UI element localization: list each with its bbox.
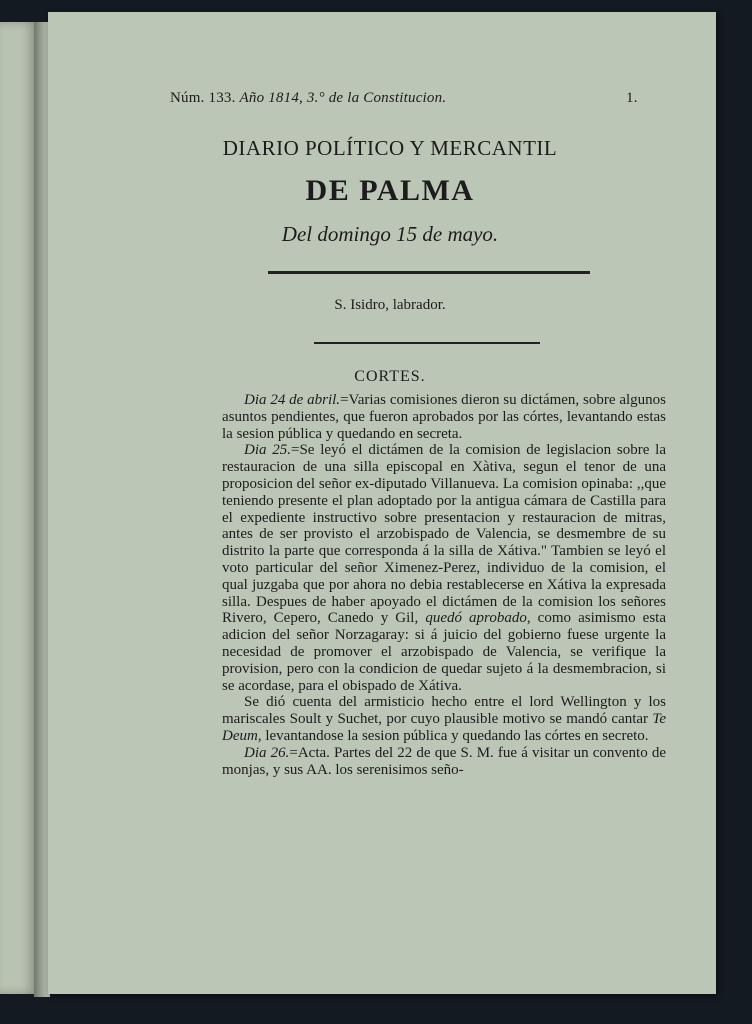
paragraph	[222, 745, 666, 779]
paragraph-text: =Se leyó el dictámen de la comision de legislacion sobre la restauracion de una silla episcopal en Xàtiva, segun el tenor de una proposicion del señor ex-diputado Villanueva. La comision opinaba: ,,que teniendo presente el plan adoptado por la antigua cámara de Castilla para el expediente instructivo sobre presentacion y restauracion de mitras, antes de ser provisto el arzobispado de Valencia, se desmembre de su distrito la parte que corresponda á la silla de Xátiva." Tambien se leyó el voto particular del señor Ximenez-Perez, individuo de la comision, el qual juzgaba que por ahora no debia restablecerse en Xátiva la expresada silla. Despues de haber apoyado el dictámen de la comision los señores Rivero, Cepero, Canedo y Gil,	[222, 442, 666, 627]
issue-number: Núm. 133.	[170, 90, 236, 106]
paragraph	[222, 442, 666, 694]
section-heading: CORTES.	[354, 368, 426, 385]
paragraph-text: , levantandose la sesion pública y quedando las córtes en secreto.	[257, 727, 649, 744]
entry-date: Dia 25.	[244, 442, 291, 459]
emphasis-text: quedó aprobado	[425, 610, 527, 627]
newspaper-page	[48, 12, 716, 994]
entry-date: Dia 24 de abril.	[244, 392, 341, 408]
facing-page-edge	[0, 22, 36, 994]
paragraph	[222, 694, 666, 744]
emphasis-text: Te Deum	[222, 711, 666, 744]
entry-date: Dia 26.	[244, 744, 290, 761]
saint-of-the-day: S. Isidro, labrador.	[334, 297, 446, 313]
masthead-title-line-2: DE PALMA	[305, 174, 475, 207]
issue-date: Del domingo 15 de mayo.	[281, 222, 499, 246]
paragraph-text: =Acta. Partes del 22 de que S. M. fue á visitar un convento de monjas, y sus AA. los serenisimos seño-	[222, 744, 667, 778]
section-divider	[314, 342, 540, 344]
masthead-divider	[268, 271, 590, 274]
page-number: 1.	[626, 90, 638, 106]
masthead-title-line-1: DIARIO POLÍTICO Y MERCANTIL	[222, 136, 558, 160]
issue-year: Año 1814, 3.° de la Constitucion.	[239, 90, 447, 106]
paragraph	[222, 392, 666, 442]
paragraph-text: , como asimismo esta adicion del señor Norzagaray: si á juicio del gobierno fuese urgente la necesidad de promover el arzobispado de Valencia, se verifique la provision, pero con la condicion de quedar sujeto á la desmembracion, si se acordase, para el obispado de Xátiva.	[222, 610, 666, 694]
paragraph-text: Se dió cuenta del armisticio hecho entre el lord Wellington y los mariscales Soult y Suchet, por cuyo plausible motivo se mandó cantar	[222, 694, 666, 728]
issue-header	[170, 90, 650, 107]
paragraph-text: =Varias comisiones dieron su dictámen, sobre algunos asuntos pendientes, que fueron aprobados por las córtes, levantando estas la sesion pública y quedando en secreta.	[222, 392, 666, 442]
article-body	[222, 392, 666, 778]
